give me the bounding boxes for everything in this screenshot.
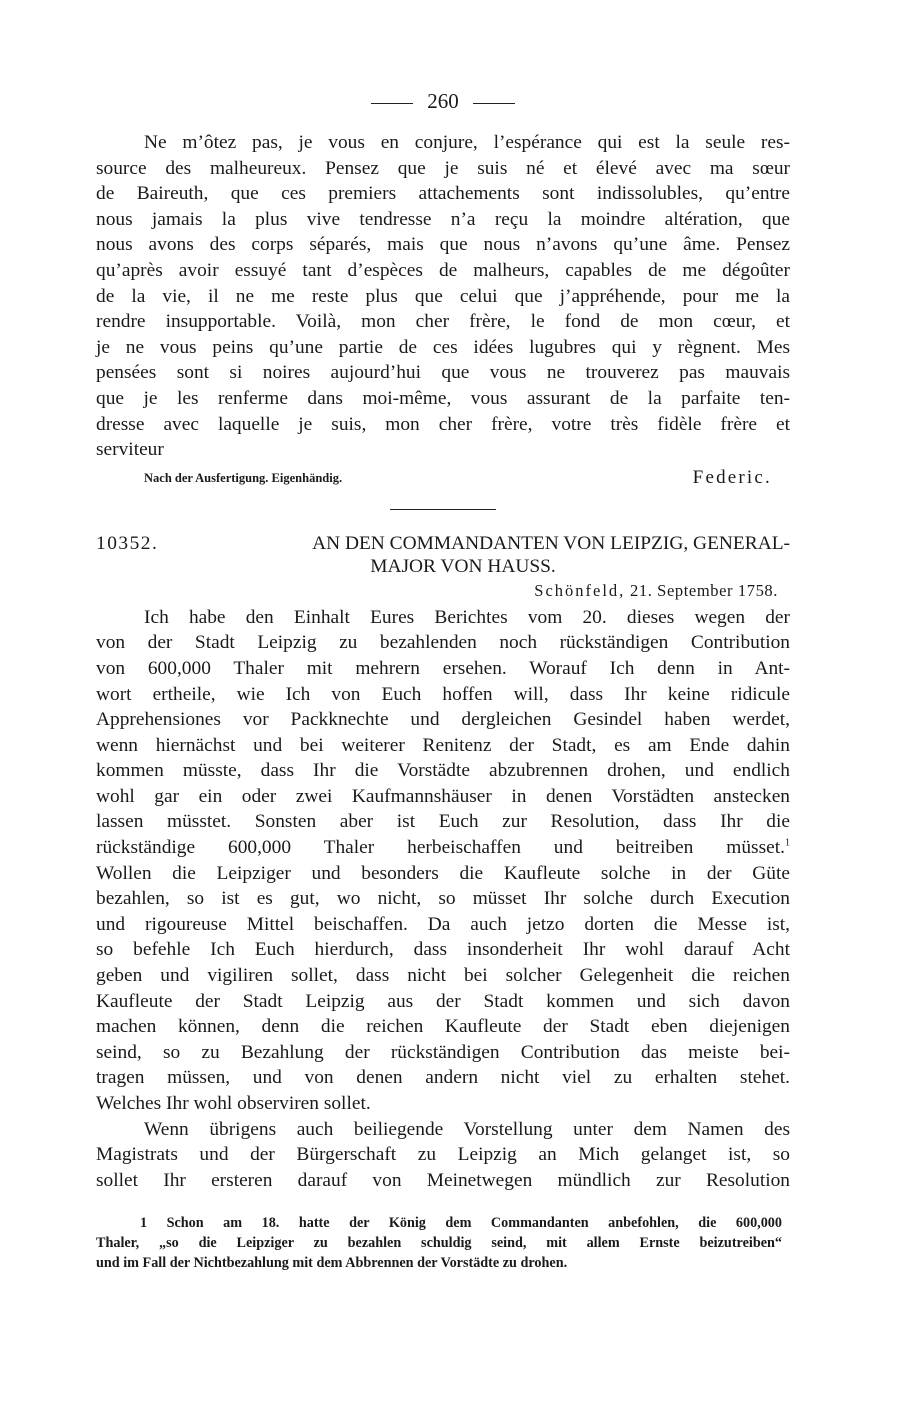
text-line: dresse avec laquelle je suis, mon cher frère, votre très fidèle frère et [96,413,790,435]
text-line: Wenn übrigens auch beiliegende Vorstellung unter dem Namen des [144,1118,790,1140]
source-note: Nach der Ausfertigung. Eigenhändig. [144,470,343,485]
text-line: rendre insupportable. Voilà, mon cher frère, le fond de mon cœur, et [96,311,790,333]
text-line: machen können, denn die reichen Kaufleute der Stadt eben diejenigen [96,1016,790,1038]
text-line: Wollen die Leipziger und besonders die Kaufleute solche in der Güte [96,862,790,884]
text-line: von 600,000 Thaler mit mehrern ersehen. Worauf Ich denn in Ant- [96,657,790,679]
text-line: qu’après avoir essuyé tant d’espèces de malheurs, capables de me dégoûter [96,259,790,281]
text-line: je ne vous peins qu’une partie de ces idées lugubres qui y règnent. Mes [96,336,790,358]
text-line: wenn hiernächst und bei weiterer Renitenz der Stadt, es am Ende dahin [96,734,790,756]
signature-row [96,465,790,495]
text-line: Magistrats und der Bürgerschaft zu Leipzig an Mich gelanget ist, so [96,1144,790,1166]
text-line: serviteur [96,439,164,461]
text-line: Ne m’ôtez pas, je vous en conjure, l’espérance qui est la seule res- [144,132,790,153]
header-dash-right [473,103,515,104]
signature: Federic. [692,466,772,488]
running-header [96,86,790,116]
text-line: sollet Ihr ersteren darauf von Meinetwegen mündlich zur Resolution [96,1169,790,1191]
letter-paragraph-1 [96,605,790,1117]
dateline-date: 21. September 1758. [630,580,778,600]
text-line: seind, so zu Bezahlung der rückständigen Contribution das meiste bei- [96,1041,790,1063]
text-line: rückständige 600,000 Thaler herbeischaffen und beitreiben müsset. [96,837,785,859]
text-line: Ich habe den Einhalt Eures Berichtes vom 20. dieses wegen der [144,606,790,628]
text-line: source des malheureux. Pensez que je suis né et élevé avec ma sœur [96,157,790,179]
dateline [96,581,778,601]
text-line: kommen müsste, dass Ihr die Vorstädte abzubrennen drohen, und endlich [96,760,790,782]
previous-letter-closing [96,130,790,463]
document-title-line-1: AN DEN COMMANDANTEN VON LEIPZIG, GENERAL- [312,532,790,554]
section-divider [390,509,496,510]
text-line: Apprehensiones vor Packknechte und dergleichen Gesindel haben werdet, [96,709,790,731]
text-line: wort ertheile, wie Ich von Euch hoffen will, dass Ihr keine ridicule [96,683,790,705]
text-line: wohl gar ein oder zwei Kaufmannshäuser in denen Vorstädten anstecken [96,785,790,807]
document-heading [96,532,790,578]
dateline-place: Schönfeld, [534,580,626,600]
text-line: de la vie, il ne me reste plus que celui que j’appréhende, pour me la [96,285,790,307]
text-line: so befehle Ich Euch hierdurch, dass insonderheit Ihr wohl darauf Acht [96,939,790,961]
footnotes [96,1213,782,1273]
text-line-with-footnote [96,835,790,861]
heading-line-1 [96,532,790,555]
text-line: tragen müssen, und von denen andern nicht viel zu erhalten stehet. [96,1067,790,1089]
text-line: bezahlen, so ist es gut, wo nicht, so müsset Ihr solche durch Execution [96,888,790,910]
text-line: Kaufleute der Stadt Leipzig aus der Stadt kommen und sich davon [96,990,790,1012]
text-line: nous avons des corps séparés, mais que nous n’avons qu’une âme. Pensez [96,234,790,256]
text-line: de Baireuth, que ces premiers attachements sont indissolubles, qu’entre [96,183,790,205]
text-line: und rigoureuse Mittel beischaffen. Da auch jetzo dorten die Messe ist, [96,913,790,935]
text-line: Welches Ihr wohl observiren sollet. [96,1093,371,1114]
text-line: nous jamais la plus vive tendresse n’a reçu la moindre altération, que [96,208,790,230]
footnote-line: Thaler, „so die Leipziger zu bezahlen schuldig seind, mit allem Ernste beizutreiben“ [96,1235,782,1251]
page-number: 260 [427,89,459,113]
document-title-line-2: MAJOR VON HAUSS. [370,555,556,577]
text-line: pensées sont si noires aujourd’hui que vous ne trouverez pas mauvais [96,362,790,384]
text-line: geben und vigiliren sollet, dass nicht bei solcher Gelegenheit die reichen [96,965,790,987]
book-page [96,86,790,1193]
text-line: von der Stadt Leipzig zu bezahlenden noch rückständigen Contribution [96,632,790,654]
footnote-line: und im Fall der Nichtbezahlung mit dem Abbrennen der Vorstädte zu drohen. [96,1255,568,1271]
document-number: 10352. [96,532,159,554]
text-line: que je les renferme dans moi-même, vous assurant de la parfaite ten- [96,387,790,409]
letter-paragraph-2 [96,1117,790,1194]
footnote-ref: 1 [785,837,790,849]
header-dash-left [371,103,413,104]
footnote-line: 1 Schon am 18. hatte der König dem Commandanten anbefohlen, die 600,000 [140,1215,782,1231]
text-line: lassen müsstet. Sonsten aber ist Euch zur Resolution, dass Ihr die [96,811,790,833]
